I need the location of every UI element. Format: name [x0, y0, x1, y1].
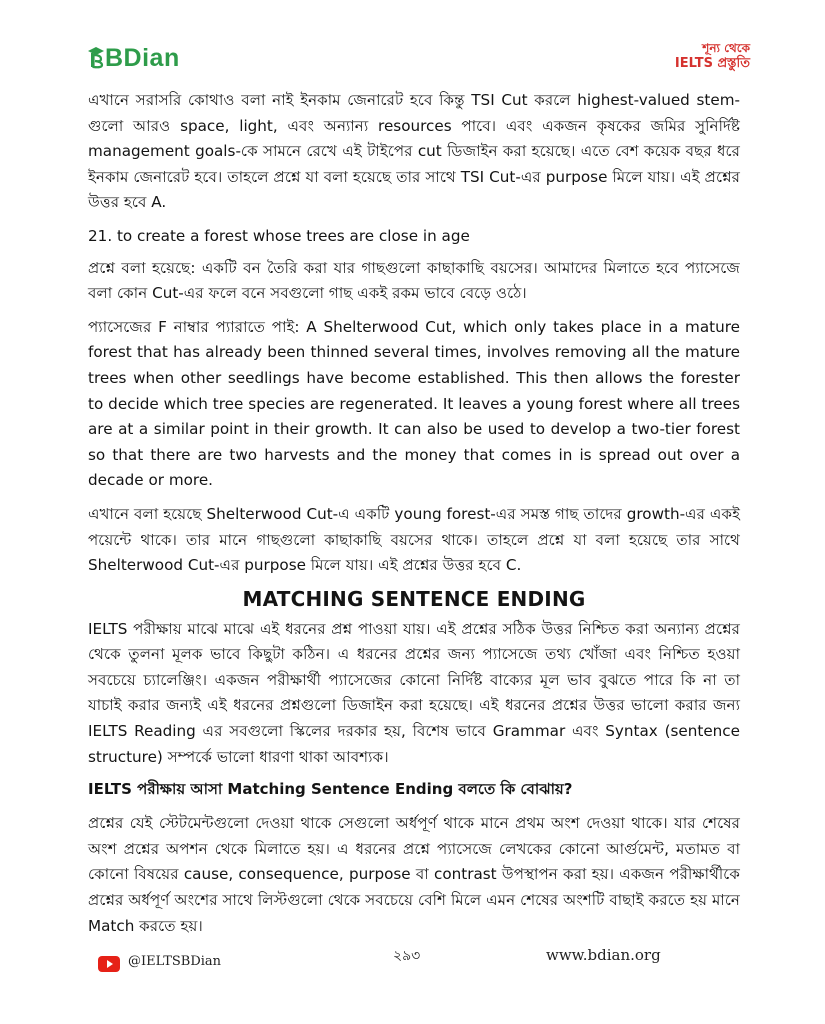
brand-line-2: IELTS প্রস্তুতি: [674, 56, 750, 71]
page-number: ২৯৩: [393, 948, 421, 964]
page-body: [88, 88, 740, 947]
paragraph-passage-quote: প্যাসেজের F নাম্বার প্যারাতে পাই: A Shelterwood Cut, which only takes place in a mature forest that has already been thinned several times, involves removing all the mature trees when other seedlings have become established. This then allows the forester to decide which tree species are regenerated. It leaves a young forest where all trees are at a similar point in their growth. It can also be used to develop a two-tier forest so that there are two harvests and the money that comes in is spread out over a decade or more.: [88, 317, 740, 490]
page-footer: [0, 942, 825, 972]
page-header: [88, 40, 750, 82]
paragraph-shelterwood-answer: এখানে বলা হয়েছে Shelterwood Cut-এ একটি young forest-এর সমস্ত গাছ তাদের growth-এর একই পয়েন্টে থাকে। তার মানে গাছগুলো কাছাকাছি বয়সের থাকে। তাহলে প্রশ্নে যা বলা হয়েছে তার সাথে Shelterwood Cut-এর purpose মিলে যায়। এই প্রশ্নের উত্তর হবে C.: [88, 504, 740, 575]
youtube-handle[interactable]: @IELTSBDian: [128, 954, 222, 969]
youtube-icon[interactable]: [98, 956, 120, 976]
subheading: IELTS পরীক্ষায় আসা Matching Sentence Ending বলতে কি বোঝায়?: [88, 780, 573, 799]
brand-line-1: শূন্য থেকে: [702, 41, 750, 55]
brand-tagline: [675, 40, 750, 72]
website-link[interactable]: www.bdian.org: [546, 946, 661, 964]
bdian-logo: [88, 44, 180, 73]
section-title: MATCHING SENTENCE ENDING: [242, 586, 586, 611]
paragraph-tsi-cut: এখানে সরাসরি কোথাও বলা নাই ইনকাম জেনারেট হবে কিন্তু TSI Cut করলে highest-valued stem-গুলো আরও space, light, এবং অন্যান্য resources পাবে। এবং একজন কৃষকের জমির সুনির্দিষ্ট management goals-কে সামনে রেখে এই টাইপের cut ডিজাইন করা হয়েছে। এতে বেশ কয়েক বছর ধরে ইনকাম জেনারেট হবে। তাহলে প্রশ্নে যা বলা হয়েছে তার সাথে TSI Cut-এর purpose মিলে যায়। এই প্রশ্নের উত্তর হবে A.: [88, 91, 740, 212]
graduation-cap-icon: [88, 45, 104, 73]
logo-text: BDian: [105, 44, 180, 72]
paragraph-intro: IELTS পরীক্ষায় মাঝে মাঝে এই ধরনের প্রশ্ন পাওয়া যায়। এই প্রশ্নের সঠিক উত্তর নিশ্চিত করা অন্যান্য প্রশ্নের থেকে তুলনা মূলক ভাবে কিছুটা কঠিন। এ ধরনের প্রশ্নের জন্য প্যাসেজে তথ্য খোঁজা এবং নিশ্চিত হওয়া সবচেয়ে চ্যালেঞ্জিং। একজন পরীক্ষার্থী প্যাসেজের কোনো নির্দিষ্ট বাক্যের মূল ভাব বুঝতে পারে কি না তা যাচাই করার জন্যই এই ধরনের প্রশ্নগুলো ডিজাইন করা হয়েছে। এই ধরনের প্রশ্নের উত্তর ভালো করার জন্য IELTS Reading এর সবগুলো স্কিলের দরকার হয়, বিশেষ ভাবে Grammar এবং Syntax (sentence structure) সম্পর্কে ভালো ধারণা থাকা আবশ্যক।: [88, 619, 740, 766]
question-21: 21. to create a forest whose trees are close in age: [88, 226, 470, 245]
paragraph-definition: প্রশ্নের যেই স্টেটমেন্টগুলো দেওয়া থাকে সেগুলো অর্ধপূর্ণ থাকে মানে প্রথম অংশ দেওয়া থাকে। যার শেষের অংশ প্রশ্নের অপশন থেকে মিলাতে হয়। এ ধরনের প্রশ্নে প্যাসেজে লেখকের কোনো আর্গুমেন্ট, মতামত বা কোনো বিষয়ের cause, consequence, purpose বা contrast উপস্থাপন করা হয়। একজন পরীক্ষার্থীকে প্রশ্নের অর্ধপূর্ণ অংশের সাথে লিস্টগুলো থেকে সবচেয়ে বেশি মিলে এমন শেষের অংশটি বাছাই করতে হয় মানে Match করতে হয়।: [88, 814, 740, 935]
paragraph-question-explanation: প্রশ্নে বলা হয়েছে: একটি বন তৈরি করা যার গাছগুলো কাছাকাছি বয়সের। আমাদের মিলাতে হবে প্যাসেজে বলা কোন Cut-এর ফলে বনে সবগুলো গাছ একই রকম ভাবে বেড়ে ওঠে।: [88, 258, 740, 303]
